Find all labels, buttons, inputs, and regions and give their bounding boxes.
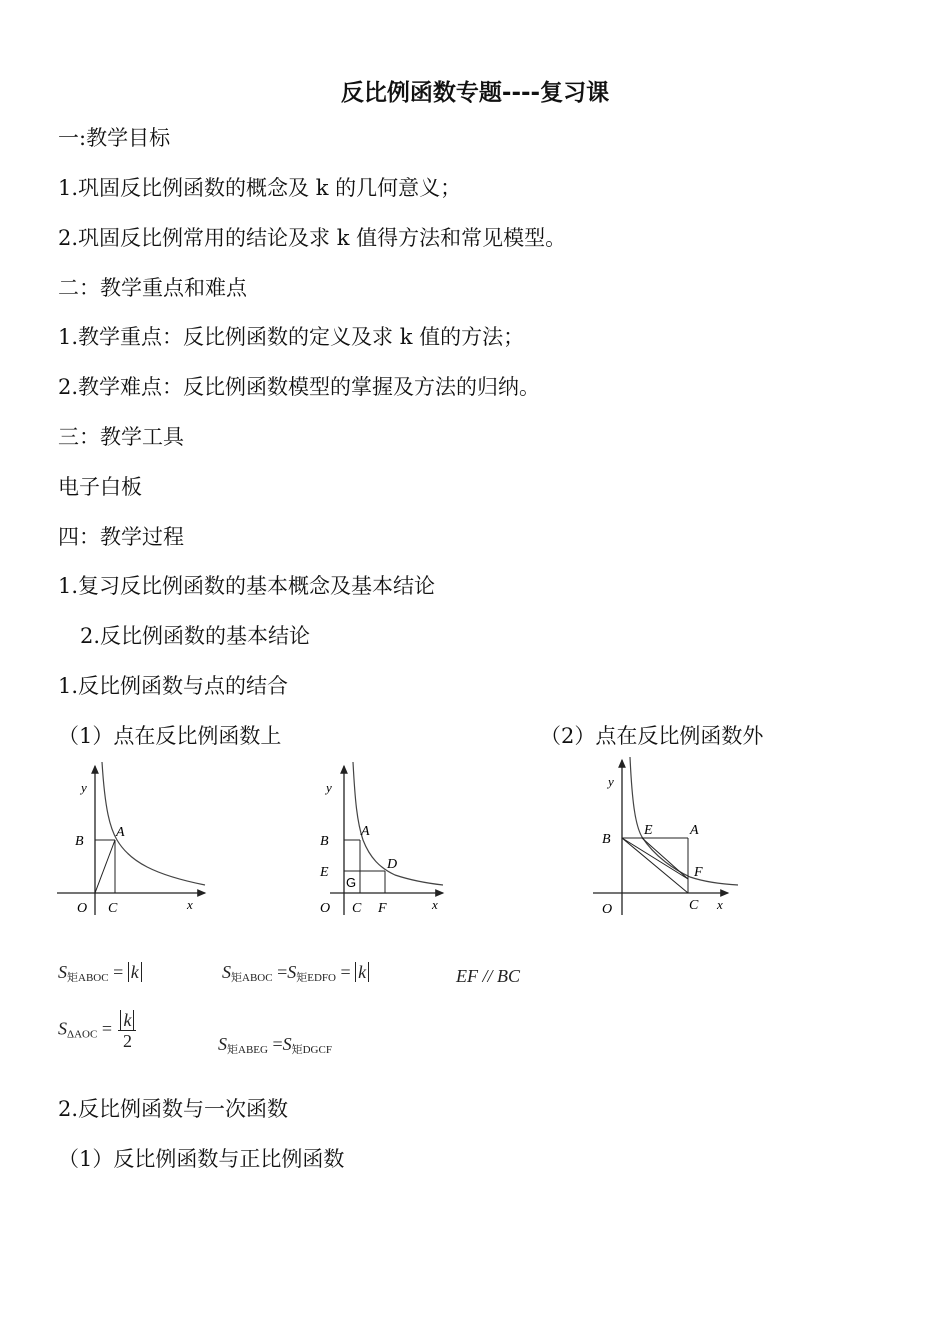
key-point-item-1: 1.教学重点：反比例函数的定义及求 k 值的方法； (58, 325, 525, 349)
formula-subscript: 矩EDFO (296, 972, 336, 984)
label-D: D (387, 857, 398, 872)
objective-item-1: 1.巩固反比例函数的概念及 k 的几何意义； (58, 176, 462, 200)
formula-symbol: S (282, 1034, 292, 1054)
subheading-point-on-curve: （1）点在反比例函数上 (58, 724, 282, 748)
label-A: A (690, 823, 699, 838)
formula-abs-k: k (355, 962, 369, 982)
figure-2 (315, 760, 450, 920)
formula-symbol: S (287, 962, 297, 982)
label-y: y (608, 774, 614, 789)
label-A: A (361, 824, 370, 839)
label-B: B (75, 834, 84, 849)
subheading-proportional: （1）反比例函数与正比例函数 (58, 1147, 345, 1171)
process-item-4: 2.反比例函数与一次函数 (58, 1097, 289, 1121)
label-C: C (108, 901, 118, 916)
formula-subscript: 矩ABEG (227, 1044, 268, 1056)
label-E: E (644, 823, 653, 838)
section-heading-objectives: 一:教学目标 (58, 126, 171, 150)
formula-subscript: ΔAOC (67, 1028, 98, 1041)
subheading-point-off-curve: （2）点在反比例函数外 (540, 724, 764, 748)
segment-OA (95, 840, 115, 893)
figure-3 (590, 755, 745, 920)
segment-BF (622, 838, 688, 879)
tool-item: 电子白板 (58, 475, 142, 499)
formula-symbol: S (222, 962, 231, 982)
section-heading-key-points: 二：教学重点和难点 (58, 276, 247, 300)
label-C: C (352, 901, 362, 916)
label-B: B (602, 832, 611, 847)
hyperbola-curve (630, 757, 738, 885)
formula-symbol: S (58, 962, 67, 982)
label-A: A (116, 825, 125, 840)
formula-abs-k: k (128, 962, 142, 982)
section-heading-tools: 三：教学工具 (58, 425, 184, 449)
figure-1 (55, 760, 215, 920)
formula-equals: = (101, 1018, 112, 1039)
label-E: E (320, 865, 329, 880)
formula-equals: = (113, 962, 124, 982)
label-O: O (602, 902, 613, 917)
formula-equals: = (340, 962, 351, 982)
label-F: F (378, 901, 387, 916)
key-point-item-2: 2.教学难点：反比例函数模型的掌握及方法的归纳。 (58, 375, 541, 399)
formula-denominator: 2 (122, 1031, 132, 1051)
label-O: O (77, 901, 88, 916)
process-item-1: 1.复习反比例函数的基本概念及基本结论 (58, 574, 436, 598)
process-item-3: 1.反比例函数与点的结合 (58, 674, 289, 698)
formula-equals: = (277, 962, 288, 982)
process-item-2: 2.反比例函数的基本结论 (80, 624, 311, 648)
segment-EF (642, 838, 688, 879)
formula-equals: = (272, 1034, 283, 1054)
formula-subscript: 矩DGCF (291, 1044, 332, 1056)
hyperbola-curve (102, 762, 205, 885)
label-O: O (320, 901, 331, 916)
formula-subscript: 矩ABOC (67, 972, 109, 984)
formula-area-equal-rectangles (222, 962, 369, 985)
formula-parallel: EF // BC (456, 966, 520, 986)
formula-area-ABOC (58, 962, 142, 985)
label-B: B (320, 834, 329, 849)
label-y: y (81, 780, 87, 795)
formula-symbol: S (218, 1034, 227, 1054)
label-x: x (432, 897, 438, 912)
page-title: 反比例函数专题----复习课 (340, 80, 610, 106)
label-C: C (689, 898, 699, 913)
label-F: F (694, 865, 703, 880)
objective-item-2: 2.巩固反比例常用的结论及求 k 值得方法和常见模型。 (58, 226, 567, 250)
formula-fraction (118, 1010, 136, 1051)
label-x: x (187, 897, 193, 912)
formula-subscript: 矩ABOC (231, 972, 273, 984)
formula-area-ABEG-DGCF (218, 1034, 332, 1057)
formula-symbol: S (58, 1018, 67, 1039)
label-y: y (326, 780, 332, 795)
section-heading-process: 四：教学过程 (58, 525, 184, 549)
formula-area-triangle (58, 1010, 136, 1051)
segment-BC (622, 838, 688, 893)
formula-abs-k: k (120, 1010, 134, 1030)
label-G: G (346, 875, 357, 890)
label-x: x (717, 897, 723, 912)
